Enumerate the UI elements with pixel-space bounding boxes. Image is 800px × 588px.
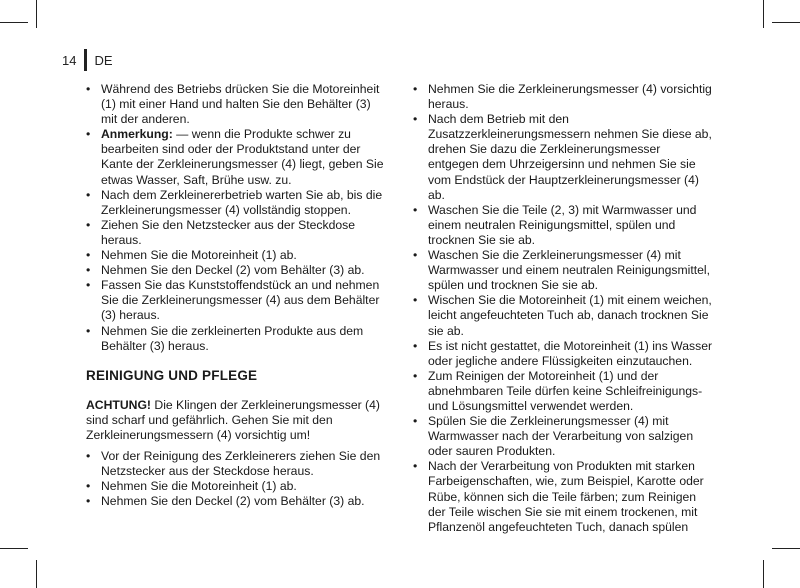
list-item: • Fassen Sie das Kunststoffendstück an und nehmen Sie die Zerkleinerungsmesser (4) aus dem Behälter (3) heraus.	[86, 278, 384, 323]
language-code: DE	[94, 52, 113, 68]
left-column	[86, 82, 384, 509]
right-column	[413, 82, 713, 535]
list-item: • Nach dem Betrieb mit den Zusatzzerkleinerungsmessern nehmen Sie diese ab, drehen Sie dazu die Zerkleinerungsmesser entgegen dem Uhrzeigersinn und nehmen Sie sie vom Endstück der Hauptzerkleinerungsmesser (4) ab.	[413, 112, 713, 203]
bullet-list	[86, 82, 384, 354]
list-item: • Während des Betriebs drücken Sie die Motoreinheit (1) mit einer Hand und halten Sie den Behälter (3) mit der anderen.	[86, 82, 384, 127]
bullet-list	[86, 449, 384, 509]
page-header	[62, 48, 113, 72]
crop-mark	[763, 0, 764, 28]
crop-mark	[772, 22, 800, 23]
crop-mark	[36, 0, 37, 28]
list-item: • Waschen Sie die Zerkleinerungsmesser (4) mit Warmwasser und einem neutralen Reinigungsmittel, spülen und trocknen Sie sie ab.	[413, 248, 713, 293]
warning-paragraph: ACHTUNG! Die Klingen der Zerkleinerungsmesser (4) sind scharf und gefährlich. Gehen Sie mit den Zerkleinerungsmessern (4) vorsichtig um!	[86, 397, 380, 442]
header-separator	[84, 49, 87, 71]
bullet-list	[413, 82, 713, 535]
list-item: • Zum Reinigen der Motoreinheit (1) und der abnehmbaren Teile dürfen keine Schleifreinigungs- und Lösungsmittel verwendet werden.	[413, 369, 713, 414]
list-item: • Vor der Reinigung des Zerkleinerers ziehen Sie den Netzstecker aus der Steckdose heraus.	[86, 449, 384, 479]
list-item: • Nach der Verarbeitung von Produkten mit starken Farbeigenschaften, wie, zum Beispiel, Karotte oder Rübe, können sich die Teile färben; zum Reinigen der Teile wischen Sie sie mit einem trockenen, mit Pflanzenöl angefeuchteten Tuch, danach spülen	[413, 459, 713, 534]
list-item: • Ziehen Sie den Netzstecker aus der Steckdose heraus.	[86, 218, 384, 248]
list-item: • Nehmen Sie den Deckel (2) vom Behälter (3) ab.	[86, 494, 384, 509]
list-item: • Nehmen Sie die Motoreinheit (1) ab.	[86, 479, 384, 494]
list-item: • Nehmen Sie die zerkleinerten Produkte aus dem Behälter (3) heraus.	[86, 324, 384, 354]
list-item: • Nach dem Zerkleinererbetrieb warten Sie ab, bis die Zerkleinerungsmesser (4) vollständig stoppen.	[86, 188, 384, 218]
warning-label: ACHTUNG!	[86, 397, 151, 412]
page-number: 14	[62, 52, 77, 68]
list-item: • Spülen Sie die Zerkleinerungsmesser (4) mit Warmwasser nach der Verarbeitung von salzigen oder sauren Produkten.	[413, 414, 713, 459]
list-item: • Nehmen Sie die Motoreinheit (1) ab.	[86, 248, 384, 263]
crop-mark	[0, 22, 28, 23]
note-label: Anmerkung:	[101, 127, 173, 142]
list-item: • Nehmen Sie die Zerkleinerungsmesser (4) vorsichtig heraus.	[413, 82, 713, 112]
list-item: • Nehmen Sie den Deckel (2) vom Behälter (3) ab.	[86, 263, 384, 278]
section-title: REINIGUNG UND PFLEGE	[86, 367, 258, 383]
list-item: • Waschen Sie die Teile (2, 3) mit Warmwasser und einem neutralen Reinigungsmittel, spülen und trocknen Sie sie ab.	[413, 203, 713, 248]
crop-mark	[36, 560, 37, 588]
list-item: • Anmerkung: — wenn die Produkte schwer zu bearbeiten sind oder der Produktstand unter der Kante der Zerkleinerungsmesser (4) liegt, geben Sie etwas Wasser, Saft, Brühe usw. zu.	[86, 127, 384, 187]
crop-mark	[0, 548, 28, 549]
list-item: • Es ist nicht gestattet, die Motoreinheit (1) ins Wasser oder jegliche andere Flüssigkeiten einzutauchen.	[413, 339, 713, 369]
crop-mark	[763, 560, 764, 588]
crop-mark	[772, 548, 800, 549]
list-item: • Wischen Sie die Motoreinheit (1) mit einem weichen, leicht angefeuchteten Tuch ab, danach trocknen Sie sie ab.	[413, 293, 713, 338]
